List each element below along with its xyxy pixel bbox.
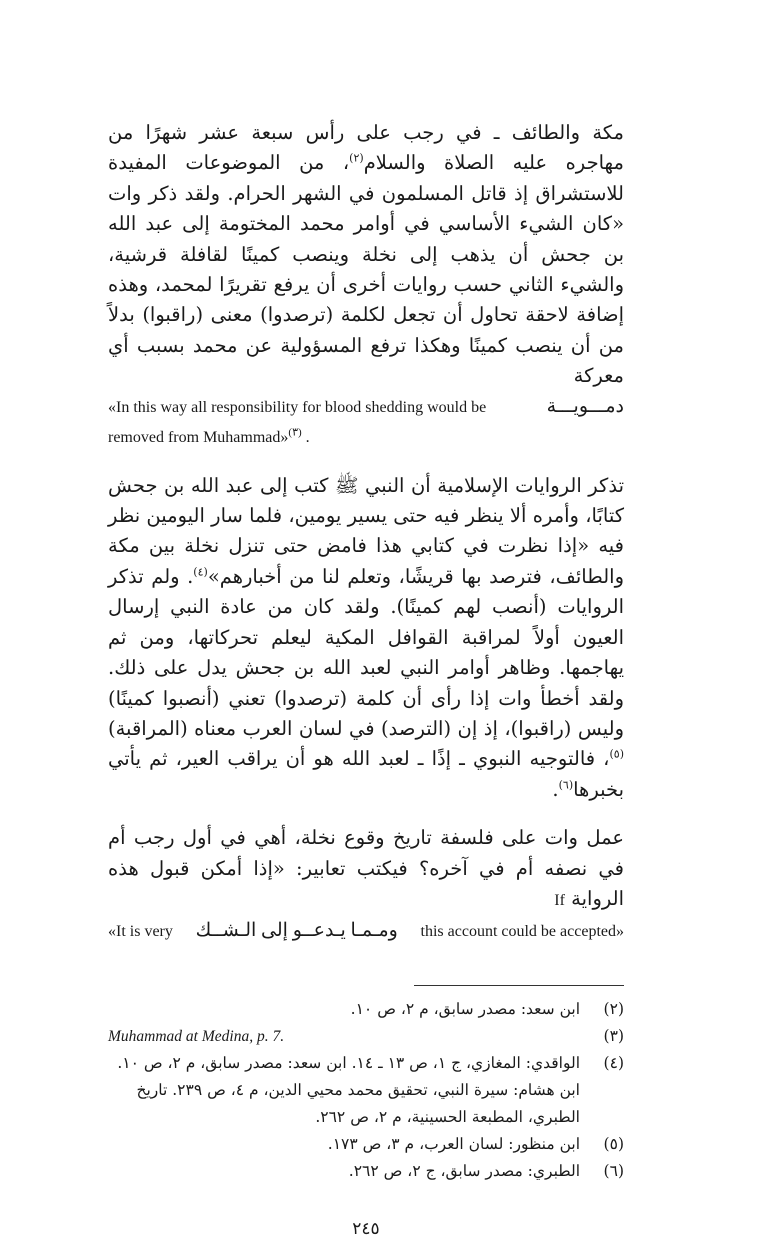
paragraph-1-text-a: مكة والطائف ـ في رجب على رأس سبعة عشر شهرًا من مهاجره عليه الصلاة والسلام	[108, 121, 624, 175]
footnote-number: (٤)	[603, 1054, 624, 1073]
english-quote-line-1	[108, 392, 624, 423]
paragraph-3	[108, 823, 624, 916]
footnote-text: ابن منظور: لسان العرب، م ٣، ص ١٧٣.	[327, 1135, 580, 1154]
english-quote-start: «It is very	[108, 923, 173, 941]
footnote-6	[108, 1158, 624, 1185]
paragraph-2	[108, 471, 624, 805]
footnote-4	[108, 1050, 624, 1131]
footnote-number: (٥)	[603, 1135, 624, 1154]
footnote-ref-6: (٦)	[558, 778, 574, 792]
footnotes	[108, 996, 624, 1185]
arabic-fragment: دمـــويـــة	[546, 395, 624, 417]
footnote-text: الواقدي: المغازي، ج ١، ص ١٣ ـ ١٤. ابن سعد: مصدر سابق، م ٢، ص ١٠. ابن هشام: سيرة النبي، تحقيق محمد محيي الدين، م ٤، ص ٢٣٩. تاريخ الطبري، المطبعة الحسينية، م ٢، ص ٢٦٢.	[117, 1054, 580, 1127]
footnote-number: (٢)	[603, 1000, 624, 1019]
footnote-number: (٦)	[603, 1162, 624, 1181]
footnote-ref-5: (٥)	[609, 747, 624, 761]
footnote-text: ابن سعد: مصدر سابق، م ٢، ص ١٠.	[350, 1000, 580, 1019]
paragraph-1	[108, 118, 624, 392]
english-quote-end: removed from Muhammad»	[108, 428, 289, 446]
footnote-5	[108, 1131, 624, 1158]
paragraph-2-text-c: ، فالتوجيه النبوي ـ إذًا ـ لعبد الله هو أن يراقب العير، ثم يأتي بخبرها	[108, 747, 624, 801]
footnote-2	[108, 996, 624, 1023]
footnote-3	[108, 1023, 624, 1050]
paragraph-2-end: .	[552, 777, 559, 801]
footnote-divider	[414, 985, 624, 986]
footnote-number: (٣)	[603, 1027, 624, 1046]
paragraph-3-text: عمل وات على فلسفة تاريخ وقوع نخلة، أهي في أول رجب أم في نصفه أم في آخره؟ فيكتب تعابير: «إذا أمكن قبول هذه الرواية	[108, 826, 624, 910]
page-number: ٢٤٥	[352, 1219, 380, 1239]
arabic-fragment-2: ومـمـا يـدعــو إلى الـشــك	[195, 920, 398, 942]
paragraph-2-text-a: تذكر الروايات الإسلامية أن النبي ﷺ كتب إلى عبد الله بن جحش كتابًا، وأمره ألا ينظر فيه حتى يسير يومين، فلما سار اليومين نظر فيه «إذا نظرت في كتابي هذا فامض حتى تنزل نخلة بين مكة والطائف، فترصد بها قريشًا، وتعلم لنا من أخبارهم»	[108, 473, 624, 588]
paragraph-3-english: If	[554, 891, 565, 909]
footnote-ref-4: (٤)	[193, 565, 208, 579]
english-quote-line-2: removed from Muhammad»$^{(٣)}$ .	[108, 426, 310, 446]
footnote-text: الطبري: مصدر سابق، ج ٢، ص ٢٦٢.	[348, 1162, 580, 1181]
english-quote-text: «In this way all responsibility for blood shedding would be	[108, 398, 487, 416]
paragraph-2-text-b: . ولم تذكر الروايات (أنصب لهم كمينًا). ولقد كان من عادة النبي إرسال العيون أولاً لمراقبة القوافل المكية ليعلم تحركاتها، ومن ثم يهاجمها. وظاهر أوامر النبي لعبد الله بن جحش يدل على ذلك. ولقد أخطأ وات إذا رأى أن كلمة (ترصدوا) تعني (أنصبوا كمينًا) وليس (راقبوا)، إذ إن (الترصد) في لسان العرب معناه (المراقبة)	[108, 564, 624, 740]
book-page	[108, 118, 624, 1239]
english-quote-close: this account could be accepted»	[420, 923, 624, 941]
footnote-ref-3: (٣)	[288, 426, 302, 439]
footnote-text: Muhammad at Medina, p. 7.	[108, 1028, 285, 1046]
footnote-ref-2: (٢)	[349, 151, 364, 165]
english-quote-line-3	[108, 916, 624, 947]
paragraph-1-text-b: ، من الموضوعات المفيدة للاستشراق إذ قاتل المسلمون في الشهر الحرام. ولقد ذكر وات «كان الشيء الأساسي في أوامر محمد المختومة إلى عبد الله بن جحش أن يذهب إلى نخلة وينصب كمينًا لقافلة قرشية، والشيء الثاني حسب روايات أخرى أن يرفع تقريرًا لمحمد، وهذه إضافة لاحقة تحاول أن تجعل لكلمة (ترصدوا) معنى (راقبوا) بدلاً من أن ينصب كمينًا وهكذا ترفع المسؤولية عن محمد بسبب أي معركة	[108, 151, 624, 388]
